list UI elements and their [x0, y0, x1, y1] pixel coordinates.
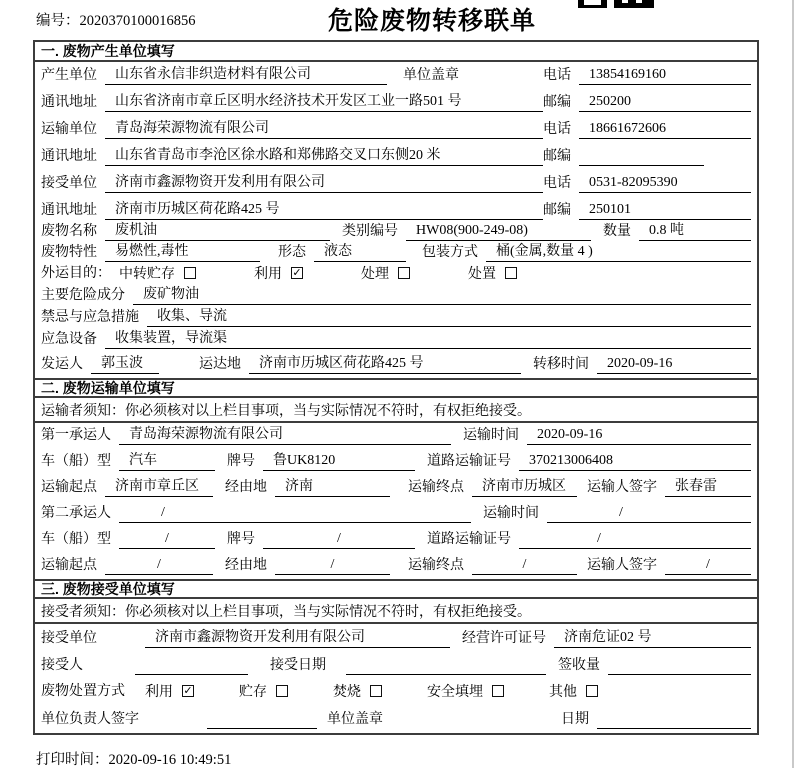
checkbox-option: [239, 681, 288, 701]
vehicle-type-label: 车（船）型: [41, 532, 111, 547]
origin-label: 运输起点: [41, 558, 97, 573]
checkbox-option: [427, 681, 504, 701]
print-time-line: [36, 748, 231, 769]
emergency-value: 收集、导流: [147, 305, 751, 327]
plate-label: 牌号: [227, 532, 255, 547]
vehicle-type-label: 车（船）型: [41, 454, 111, 469]
vehicle2-value: /: [119, 531, 215, 549]
zip-label: 邮编: [543, 203, 571, 218]
origin-label: 运输起点: [41, 480, 97, 495]
receiver-zip-value: 250101: [579, 202, 751, 220]
destination-value: 济南市历城区荷花路425 号: [249, 352, 521, 374]
carrier2-time-value: /: [547, 505, 751, 523]
disposal-row: [35, 679, 757, 705]
carrier-sign-label: 运输人签字: [587, 558, 657, 573]
via-label: 经由地: [225, 480, 267, 495]
section2-notice: 运输者须知：你必须核对以上栏目事项，当与实际情况不符时，有权拒绝接受。: [35, 398, 757, 423]
emergency-label: 禁忌与应急措施: [41, 310, 139, 325]
print-time-label: 打印时间：: [36, 752, 109, 768]
carrier2-row: [35, 501, 757, 527]
category-value: HW08(900-249-08): [406, 223, 591, 241]
checkbox-option-label: 利用: [145, 685, 173, 700]
via-label: 经由地: [225, 558, 267, 573]
plate2-value: /: [263, 531, 415, 549]
checkbox-unchecked-icon: [370, 685, 382, 697]
carrier2-value: /: [119, 505, 471, 523]
receiver-address-value: 济南市历城区荷花路425 号: [105, 198, 543, 220]
signed-amount-label: 签收量: [558, 658, 600, 673]
checkbox-option-label: 中转贮存: [119, 267, 175, 282]
equipment-label: 应急设备: [41, 332, 97, 347]
form-value: 液态: [314, 240, 406, 262]
transporter-zip-value: [579, 148, 704, 166]
print-time-value: 2020-09-16 10:49:51: [108, 752, 232, 768]
waste-traits-label: 废物特性: [41, 245, 97, 260]
waste-name-value: 废机油: [105, 219, 330, 241]
checkbox-option-label: 焚烧: [333, 685, 361, 700]
producer-unit-row: [35, 62, 757, 89]
address-label: 通讯地址: [41, 95, 97, 110]
signed-amount-value: [608, 657, 751, 675]
carrier1-label: 第一承运人: [41, 428, 111, 443]
qr-code-fragment-icon: [578, 0, 654, 8]
checkbox-option: [361, 263, 410, 283]
route2-row: [35, 553, 757, 579]
permit-label: 经营许可证号: [462, 631, 546, 646]
quantity-label: 数量: [603, 224, 631, 239]
accept-date-value: [346, 657, 546, 675]
terminus-label: 运输终点: [408, 558, 464, 573]
checkbox-option-label: 利用: [254, 267, 282, 282]
checkbox-option: [549, 681, 598, 701]
purpose-options: [119, 263, 575, 283]
checkbox-option: [468, 263, 517, 283]
waste-name-label: 废物名称: [41, 224, 97, 239]
quantity-value: 0.8 吨: [639, 219, 751, 241]
checkbox-option-label: 处理: [361, 267, 389, 282]
transfer-time-label: 转移时间: [533, 357, 589, 372]
hazard-value: 废矿物油: [133, 283, 751, 305]
vehicle2-row: [35, 527, 757, 553]
checkbox-option: [254, 263, 303, 283]
carrier1-value: 青岛海荣源物流有限公司: [119, 423, 451, 445]
packaging-label: 包装方式: [422, 245, 478, 260]
checkbox-checked-icon: ✓: [183, 684, 193, 697]
sign2-value: /: [665, 557, 751, 575]
disposal-method-label: 废物处置方式: [41, 684, 125, 699]
checkbox-option: [119, 263, 196, 283]
producer-zip-value: 250200: [579, 94, 751, 112]
transporter-unit-row: [35, 116, 757, 143]
checkbox-checked-icon: ✓: [292, 266, 302, 279]
recipient-value: [135, 657, 248, 675]
responsible-sign-value: [207, 711, 317, 729]
checkbox-option-label: 其他: [549, 685, 577, 700]
zip-label: 邮编: [543, 95, 571, 110]
zip-label: 邮编: [543, 149, 571, 164]
transporter-phone-value: 18661672606: [579, 121, 751, 139]
responsible-sign-label: 单位负责人签字: [41, 712, 139, 727]
carrier2-label: 第二承运人: [41, 506, 111, 521]
checkbox-option-label: 贮存: [239, 685, 267, 700]
end1-value: 济南市历城区: [472, 475, 577, 497]
phone-label: 电话: [543, 68, 571, 83]
packaging-value: 桶(金属,数量 4 ): [486, 240, 751, 262]
road-license-label: 道路运输证号: [427, 454, 511, 469]
carrier-sign-label: 运输人签字: [587, 480, 657, 495]
carrier1-row: [35, 423, 757, 449]
transport-time-label: 运输时间: [483, 506, 539, 521]
producer-address-value: 山东省济南市章丘区明水经济技术开发区工业一路501 号: [105, 90, 543, 112]
checkbox-unchecked-icon: [586, 685, 598, 697]
serial-number-line: [36, 9, 196, 30]
checkbox-unchecked-icon: [492, 685, 504, 697]
vehicle1-row: [35, 449, 757, 475]
form-label: 形态: [278, 245, 306, 260]
carrier1-time-value: 2020-09-16: [527, 427, 751, 445]
unit-seal-label: 单位盖章: [327, 712, 383, 727]
receiver-unit-value: 济南市鑫源物资开发利用有限公司: [105, 171, 543, 193]
sign1-value: 张春雷: [665, 475, 751, 497]
origin2-value: /: [105, 557, 213, 575]
accept-date-label: 接受日期: [270, 658, 326, 673]
hazard-label: 主要危险成分: [41, 288, 125, 303]
section1-heading: 一. 废物产生单位填写: [35, 42, 757, 62]
plate1-value: 鲁UK8120: [263, 449, 415, 471]
checkbox-unchecked-icon: [398, 267, 410, 279]
phone-label: 电话: [543, 176, 571, 191]
address-label: 通讯地址: [41, 149, 97, 164]
via2-value: /: [275, 557, 390, 575]
checkbox-option: [333, 681, 382, 701]
manifest-form: [33, 40, 759, 735]
plate-label: 牌号: [227, 454, 255, 469]
receiver-unit-label: 接受单位: [41, 176, 97, 191]
responsible-sign-row: [35, 705, 757, 733]
shipper-row: [35, 353, 757, 378]
accept-unit-label: 接受单位: [41, 631, 97, 646]
shipper-value: 郭玉波: [91, 352, 159, 374]
page-edge-divider: [792, 0, 794, 768]
address-label: 通讯地址: [41, 203, 97, 218]
transport-time-label: 运输时间: [463, 428, 519, 443]
vehicle1-value: 汽车: [119, 449, 215, 471]
producer-unit-label: 产生单位: [41, 68, 97, 83]
accept-unit-row: [35, 624, 757, 652]
equipment-value: 收集装置，导流渠: [105, 327, 751, 349]
route1-row: [35, 475, 757, 501]
equipment-row: [35, 331, 757, 353]
license1-value: 370213006408: [519, 453, 751, 471]
via1-value: 济南: [275, 475, 390, 497]
receiver-unit-row: [35, 170, 757, 197]
checkbox-unchecked-icon: [505, 267, 517, 279]
producer-address-row: [35, 89, 757, 116]
section3-notice: 接受者须知：你必须核对以上栏目事项，当与实际情况不符时，有权拒绝接受。: [35, 599, 757, 624]
transporter-unit-label: 运输单位: [41, 122, 97, 137]
shipper-label: 发运人: [41, 357, 83, 372]
destination-label: 运达地: [199, 357, 241, 372]
checkbox-option-label: 处置: [468, 267, 496, 282]
license2-value: /: [519, 531, 751, 549]
disposal-options: [145, 681, 643, 701]
checkbox-unchecked-icon: [276, 685, 288, 697]
checkbox-unchecked-icon: [184, 267, 196, 279]
recipient-row: [35, 652, 757, 679]
unit-seal-label: 单位盖章: [403, 68, 459, 83]
serial-label: 编号：: [36, 13, 80, 29]
transporter-address-row: [35, 143, 757, 170]
transporter-address-value: 山东省青岛市李沧区徐水路和郑佛路交叉口东侧20 米: [105, 144, 543, 166]
date-value: [597, 711, 751, 729]
producer-unit-value: 山东省永信非织造材料有限公司: [105, 63, 387, 85]
page-title: 危险废物转移联单: [328, 8, 537, 35]
checkbox-option-label: 安全填埋: [427, 685, 483, 700]
waste-traits-value: 易燃性,毒性: [105, 240, 260, 262]
section2-heading: 二. 废物运输单位填写: [35, 378, 757, 398]
receiver-phone-value: 0531-82095390: [579, 175, 751, 193]
end2-value: /: [472, 557, 577, 575]
accept-unit-value: 济南市鑫源物资开发利用有限公司: [145, 626, 450, 648]
permit-value: 济南危证02 号: [554, 626, 751, 648]
recipient-label: 接受人: [41, 658, 83, 673]
checkbox-option: [145, 681, 194, 701]
purpose-label: 外运目的：: [41, 266, 111, 281]
road-license-label: 道路运输证号: [427, 532, 511, 547]
phone-label: 电话: [543, 122, 571, 137]
origin1-value: 济南市章丘区: [105, 475, 213, 497]
producer-phone-value: 13854169160: [579, 67, 751, 85]
section3-heading: 三. 废物接受单位填写: [35, 579, 757, 599]
category-label: 类别编号: [342, 224, 398, 239]
transporter-unit-value: 青岛海荣源物流有限公司: [105, 117, 543, 139]
terminus-label: 运输终点: [408, 480, 464, 495]
date-label: 日期: [561, 712, 589, 727]
serial-number: 2020370100016856: [79, 13, 196, 29]
transfer-time-value: 2020-09-16: [597, 356, 751, 374]
